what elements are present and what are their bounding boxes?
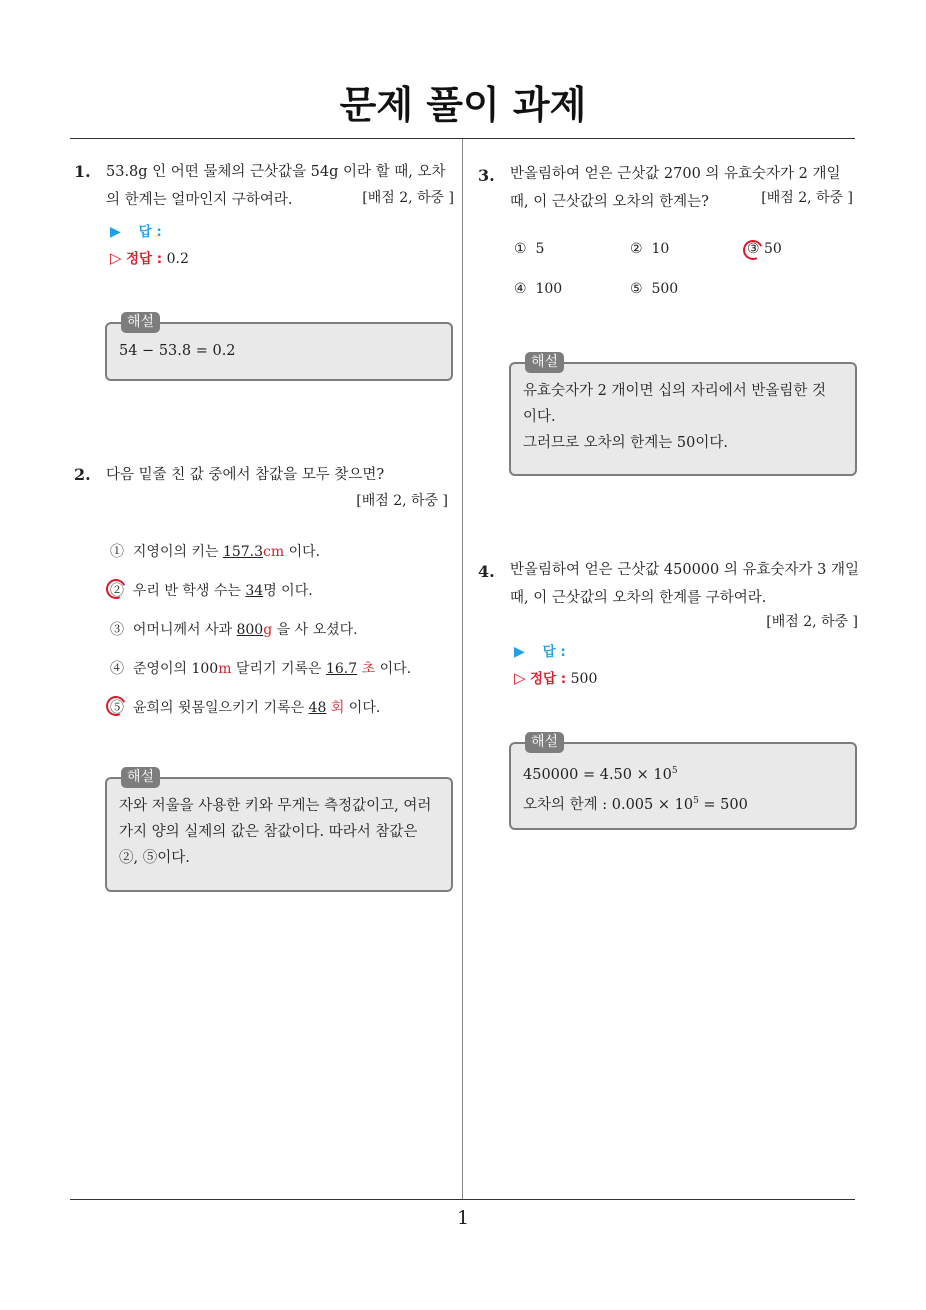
q2-choice-1[interactable]: [110, 541, 320, 561]
choice-mark: ①: [110, 544, 124, 560]
q4-explanation-box: [509, 734, 857, 830]
explanation-line: [523, 758, 845, 788]
choice-mark: ④: [110, 661, 124, 677]
choice-mark: ③: [110, 622, 124, 638]
q4-correct-line: [514, 667, 597, 687]
expr-result: = 500: [698, 796, 748, 813]
choice-mark: ⑤: [630, 281, 643, 297]
q1-answer-line: [110, 220, 162, 240]
choice-value: 500: [651, 281, 679, 297]
q2-points: [배점 2, 하중 ]: [356, 493, 448, 509]
explanation-line: 가지 양의 실제의 값은 참값이다. 따라서 참값은: [119, 824, 418, 840]
explanation-line: 그러므로 오차의 한계는 50이다.: [523, 435, 728, 451]
choice-unit: g: [263, 622, 273, 638]
q1-points: [배점 2, 하중 ]: [362, 190, 454, 206]
choice-value: 48: [308, 700, 327, 716]
q1-explanation-box: [105, 314, 453, 381]
choice-mark: ④: [514, 281, 527, 297]
q4-number: 4.: [478, 562, 495, 581]
choice-value: 50: [764, 241, 782, 257]
q1-text: 53.8g 인 어떤 물체의 근삿값을 54g 이라 할 때, 오차의 한계는 얼마인지 구하여라.: [106, 164, 446, 208]
page-number: 1: [456, 1207, 470, 1229]
choice-text-post: 을 사 오셨다.: [272, 622, 358, 638]
q3-explanation-box: [509, 354, 857, 476]
choice-value: 5: [535, 241, 545, 257]
choice-text: 우리 반 학생 수는: [132, 583, 246, 599]
q3-choice-4[interactable]: [514, 281, 562, 297]
choice-text: 준영이의 100: [132, 661, 219, 677]
explanation-line: 이다.: [523, 409, 556, 425]
choice-text: 윤희의 윗몸일으키기 기록은: [132, 700, 309, 716]
q2-explanation-box: [105, 769, 453, 892]
explanation-line: 자와 저울을 사용한 키와 무게는 측정값이고, 여러: [119, 798, 432, 814]
q2-choice-5[interactable]: [110, 697, 380, 717]
choice-unit: cm: [263, 544, 285, 560]
choice-mark: ②: [630, 241, 643, 257]
choice-text: 지영이의 키는: [132, 544, 223, 560]
play-icon: ▶: [514, 644, 525, 660]
q3-explanation-tag: 해설: [525, 352, 564, 373]
q2-choice-4[interactable]: [110, 658, 411, 678]
choice-value: 100: [535, 281, 563, 297]
q4-points: [배점 2, 하중 ]: [766, 614, 858, 630]
q3-choice-2[interactable]: [630, 241, 669, 257]
q2-choice-2[interactable]: [110, 580, 313, 600]
choice-text-post: 명 이다.: [263, 583, 313, 599]
q2-number: 2.: [74, 465, 91, 484]
q4-explanation-tag: 해설: [525, 732, 564, 753]
choice-value: 157.3: [222, 544, 264, 560]
q3-number: 3.: [478, 166, 495, 185]
choice-text-post: 이다.: [375, 661, 412, 677]
q1-number: 1.: [74, 162, 91, 181]
triangle-outline-icon: ▷: [110, 249, 122, 267]
q4-answer-line: [514, 640, 566, 660]
choice-text-mid: 달리기 기록은: [231, 661, 326, 677]
q1-correct-label: 정답 :: [126, 251, 163, 267]
q3-explanation-text: [523, 378, 845, 456]
choice-mark: ③: [747, 241, 760, 257]
choice-mark: ⑤: [110, 700, 124, 716]
q1-explanation-tag: 해설: [121, 312, 160, 333]
q4-correct-value: 500: [570, 671, 598, 687]
q3-points: [배점 2, 하중 ]: [761, 190, 853, 206]
explanation-line: [523, 788, 845, 818]
choice-unit: 회: [330, 700, 345, 716]
page-title: 문제 풀이 과제: [339, 83, 587, 127]
q1-explanation-text: 54 − 53.8 = 0.2: [119, 343, 236, 359]
q4-text: 반올림하여 얻은 근삿값 450000 의 유효숫자가 3 개일 때, 이 근삿값의 오차의 한계를 구하여라.: [510, 562, 859, 606]
bottom-rule: [70, 1199, 855, 1200]
choice-value: 16.7: [325, 661, 358, 677]
choice-value: 10: [651, 241, 670, 257]
q1-correct-line: [110, 247, 189, 267]
q1-answer-label: 답 :: [138, 224, 162, 240]
choice-value: 34: [245, 583, 264, 599]
choice-text-post: 이다.: [284, 544, 321, 560]
q2-choice-3[interactable]: [110, 619, 358, 639]
triangle-outline-icon: ▷: [514, 669, 526, 687]
q4-answer-label: 답 :: [542, 644, 566, 660]
q3-choice-1[interactable]: [514, 241, 544, 257]
q2-explanation-tag: 해설: [121, 767, 160, 788]
choice-text: 어머니께서 사과: [132, 622, 237, 638]
expr: 450000 = 4.50 × 10: [523, 766, 672, 783]
explanation-line: ②, ⑤이다.: [119, 850, 190, 866]
q1-correct-value: 0.2: [166, 251, 189, 267]
q2-explanation-text: [119, 793, 441, 871]
q4-explanation-text: [523, 758, 845, 818]
column-divider: [462, 139, 463, 1199]
choice-value: 800: [236, 622, 264, 638]
choice-mark: ②: [110, 583, 124, 599]
expr: 오차의 한계 : 0.005 × 10: [523, 796, 694, 813]
choice-mark: ①: [514, 241, 527, 257]
q3-choice-5[interactable]: [630, 281, 678, 297]
q3-text: 반올림하여 얻은 근삿값 2700 의 유효숫자가 2 개일 때, 이 근삿값의 오차의 한계는?: [510, 166, 841, 210]
explanation-line: 유효숫자가 2 개이면 십의 자리에서 반올림한 것: [523, 383, 827, 399]
exponent: 5: [693, 795, 699, 806]
exponent: 5: [671, 766, 678, 776]
choice-text-post: 이다.: [344, 700, 381, 716]
choice-pre-unit: m: [218, 661, 232, 677]
choice-unit: 초: [361, 661, 376, 677]
q2-text: 다음 밑줄 친 값 중에서 참값을 모두 찾으면?: [106, 467, 385, 483]
play-icon: ▶: [110, 224, 121, 240]
q4-correct-label: 정답 :: [530, 671, 567, 687]
